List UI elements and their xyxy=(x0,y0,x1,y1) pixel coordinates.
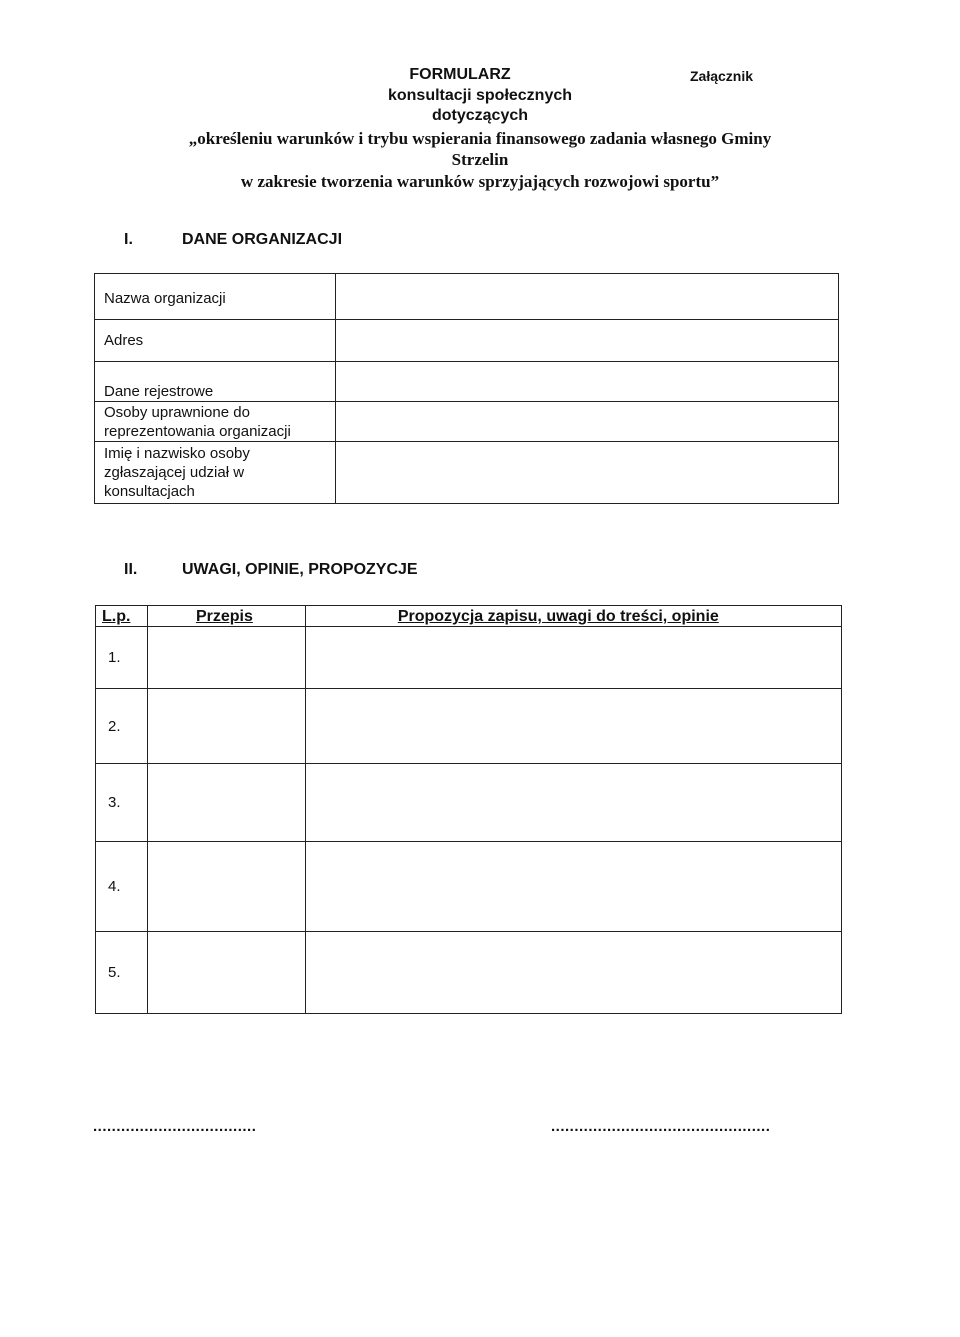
org-representatives-value[interactable] xyxy=(335,402,838,442)
form-title: FORMULARZ xyxy=(409,66,511,83)
table-row xyxy=(95,402,839,442)
table-row xyxy=(96,689,842,764)
form-subtitle-line1: konsultacji społecznych xyxy=(387,87,573,104)
row-number: 2. xyxy=(96,689,148,764)
org-name-label: Nazwa organizacji xyxy=(95,274,336,320)
org-representatives-label: Osoby uprawnione do reprezentowania organizacji xyxy=(95,402,336,442)
row-number: 4. xyxy=(96,842,148,932)
table-row xyxy=(95,442,839,504)
col-header-lp: L.p. xyxy=(96,606,148,627)
proposal-cell[interactable] xyxy=(305,689,841,764)
proposal-cell[interactable] xyxy=(305,764,841,842)
table-row xyxy=(95,274,839,320)
proposal-cell[interactable] xyxy=(305,932,841,1014)
signature-line-left: ................................... xyxy=(93,1118,257,1135)
contact-person-value[interactable] xyxy=(335,442,838,504)
topic-line1: „określeniu warunków i trybu wspierania finansowego zadania własnego Gminy xyxy=(188,129,772,148)
provision-cell[interactable] xyxy=(147,842,305,932)
section1-number: I. xyxy=(124,231,133,248)
proposal-cell[interactable] xyxy=(305,627,841,689)
table-row xyxy=(96,627,842,689)
table-row xyxy=(95,320,839,362)
provision-cell[interactable] xyxy=(147,627,305,689)
org-registration-value[interactable] xyxy=(335,362,838,402)
section2-number: II. xyxy=(124,561,138,578)
row-number: 1. xyxy=(96,627,148,689)
col-header-proposal: Propozycja zapisu, uwagi do treści, opinie xyxy=(305,606,841,627)
org-address-value[interactable] xyxy=(335,320,838,362)
org-registration-label: Dane rejestrowe xyxy=(95,362,336,402)
form-subtitle-line2: dotyczących xyxy=(431,107,529,124)
table-row xyxy=(95,362,839,402)
table-row xyxy=(96,842,842,932)
row-number: 3. xyxy=(96,764,148,842)
signature-line-right: ............................................... xyxy=(551,1118,771,1135)
organization-data-table xyxy=(94,273,839,504)
attachment-label: Załącznik xyxy=(690,68,754,84)
topic-line3: w zakresie tworzenia warunków sprzyjających rozwojowi sportu” xyxy=(240,172,720,191)
col-header-provision: Przepis xyxy=(147,606,305,627)
section1-title: DANE ORGANIZACJI xyxy=(182,231,343,248)
contact-person-label: Imię i nazwisko osoby zgłaszającej udział w konsultacjach xyxy=(95,442,336,504)
provision-cell[interactable] xyxy=(147,689,305,764)
org-name-value[interactable] xyxy=(335,274,838,320)
remarks-table xyxy=(95,605,842,1014)
section2-title: UWAGI, OPINIE, PROPOZYCJE xyxy=(182,561,418,578)
topic-line2: Strzelin xyxy=(451,150,509,169)
table-row xyxy=(96,764,842,842)
row-number: 5. xyxy=(96,932,148,1014)
table-row xyxy=(96,932,842,1014)
provision-cell[interactable] xyxy=(147,932,305,1014)
org-address-label: Adres xyxy=(95,320,336,362)
table-header-row xyxy=(96,606,842,627)
provision-cell[interactable] xyxy=(147,764,305,842)
proposal-cell[interactable] xyxy=(305,842,841,932)
